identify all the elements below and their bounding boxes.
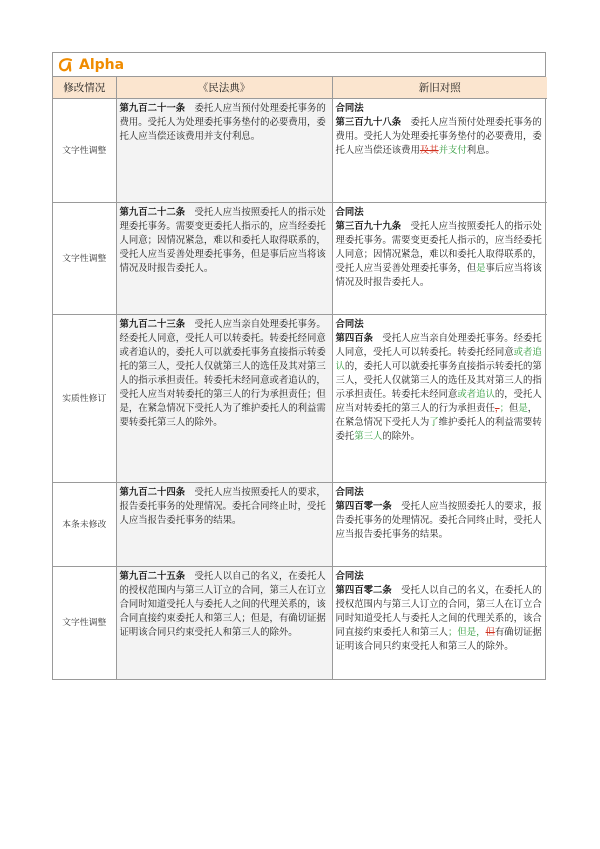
added-text: 了 [429,417,439,428]
text-segment: 维护委托人的利益需要转委托 [335,417,542,442]
article-number: 第四百条 [335,333,374,344]
added-text: ；但是， [448,627,486,638]
article-number: 第九百二十二条 [119,207,186,218]
law-name: 合同法 [335,103,364,114]
article-text: 受托人以自己的名义，在委托人的授权范围内与第三人订立的合同，第三人在订立合同时知道受托人与委托人之间的代理关系的，该合同直接约束委托人和第三人；但是，有确切证据证明该合同只约束受托人和第三人的除外。 [119,571,326,638]
article-number: 第四百零一条 [335,501,392,512]
comparison-cell [332,203,547,315]
table-header-row [53,77,547,99]
article-number: 第九百二十三条 [119,319,186,330]
text-segment: 受托人应当按照委托人的指示处理委托事务。需要变更委托人指示的，应当经委托人同意；因情况紧急，难以和委托人取得联系的，受托人应当妥善处理委托事务，但 [335,221,542,274]
table-row [53,567,547,679]
deleted-text: 及其 [419,145,439,156]
added-text: 或者追认 [335,347,542,372]
table-row [53,99,547,203]
text-segment: 的，受托人应当对转委托的第三人的行为承担责任 [335,389,542,414]
brand-name: Alpha [79,56,125,73]
text-segment: 有确切证据证明该合同只约束受托人和第三人的除外。 [335,627,542,652]
law-name: 合同法 [335,207,364,218]
added-text: 是 [476,263,486,274]
document-frame [52,52,546,680]
civil-code-cell [116,567,332,679]
civil-code-cell [116,203,332,315]
civil-code-cell [116,99,332,203]
added-text: 或者追认 [457,389,495,400]
category-cell: 文字性调整 [53,203,116,315]
article-text: 委托人应当预付处理委托事务的费用。受托人为处理委托事务垫付的必要费用，委托人应当偿还该费用并支付利息。 [119,103,326,142]
deleted-text: 但 [485,627,495,638]
text-segment: 受托人应当按照委托人的要求，报告委托事务的处理情况。委托合同终止时，受托人应当报告委托事务的结果。 [335,501,542,540]
header-civil-code: 《民法典》 [116,77,332,99]
text-segment: 利息。 [466,145,495,156]
comparison-cell [332,483,547,567]
article-text: 受托人应当按照委托人的指示处理委托事务。需要变更委托人指示的，应当经委托人同意；因情况紧急，难以和委托人取得联系的，受托人应当妥善处理委托事务，但是事后应当将该情况及时报告委托人。 [119,207,326,274]
text-segment: 委托人应当预付处理委托事务的费用。受托人为处理委托事务垫付的必要费用，委托人应当偿还该费用 [335,117,542,156]
header-modification: 修改情况 [53,77,116,99]
category-cell: 实质性修订 [53,315,116,483]
alpha-logo-icon [58,57,74,73]
article-number: 第九百二十一条 [119,103,186,114]
text-segment: 但 [508,403,519,414]
brand-header [53,53,545,77]
table-row [53,203,547,315]
added-text: ； [499,403,509,414]
text-segment: 事后应当将该情况及时报告委托人。 [335,263,542,288]
text-segment: 受托人应当亲自处理委托事务。经委托人同意，受托人可以转委托。转委托经同意 [335,333,542,358]
article-number: 第九百二十四条 [119,487,186,498]
article-number: 第三百九十九条 [335,221,402,232]
table-row [53,483,547,567]
comparison-cell [332,315,547,483]
article-number: 第九百二十五条 [119,571,186,582]
law-name: 合同法 [335,571,364,582]
law-name: 合同法 [335,319,364,330]
article-number: 第三百九十八条 [335,117,402,128]
category-cell: 文字性调整 [53,567,116,679]
added-text: 是 [518,403,528,414]
comparison-cell [332,99,547,203]
added-text: 第三人 [354,431,383,442]
article-number: 第四百零二条 [335,585,392,596]
civil-code-cell [116,483,332,567]
text-segment: 的，委托人可以就委托事务直接指示转委托的第三人，受托人仅就第三人的选任及其对第三人的指示承担责任。转委托未经同意 [335,361,542,400]
deleted-text: ， [494,403,500,414]
law-name: 合同法 [335,487,364,498]
text-segment: ，在紧急情况下受托人为 [335,403,538,428]
article-text: 受托人应当按照委托人的要求，报告委托事务的处理情况。委托合同终止时，受托人应当报告委托事务的结果。 [119,487,326,526]
comparison-table [53,77,547,679]
article-text: 受托人应当亲自处理委托事务。经委托人同意，受托人可以转委托。转委托经同意或者追认的，委托人可以就委托事务直接指示转委托的第三人，受托人仅就第三人的选任及其对第三人的指示承担责任。转委托未经同意或者追认的，受托人应当对转委托的第三人的行为承担责任；但是，在紧急情况下受托人为了维护委托人的利益需要转委托第三人的除外。 [119,319,326,428]
added-text: 并支付 [438,145,467,156]
category-cell: 本条未修改 [53,483,116,567]
header-comparison: 新旧对照 [332,77,547,99]
category-cell: 文字性调整 [53,99,116,203]
comparison-cell [332,567,547,679]
civil-code-cell [116,315,332,483]
text-segment: 的除外。 [382,431,420,442]
text-segment: 受托人以自己的名义，在委托人的授权范围内与第三人订立的合同，第三人在订立合同时知道受托人与委托人之间的代理关系的，该合同直接约束委托人和第三人 [335,585,542,638]
table-row [53,315,547,483]
